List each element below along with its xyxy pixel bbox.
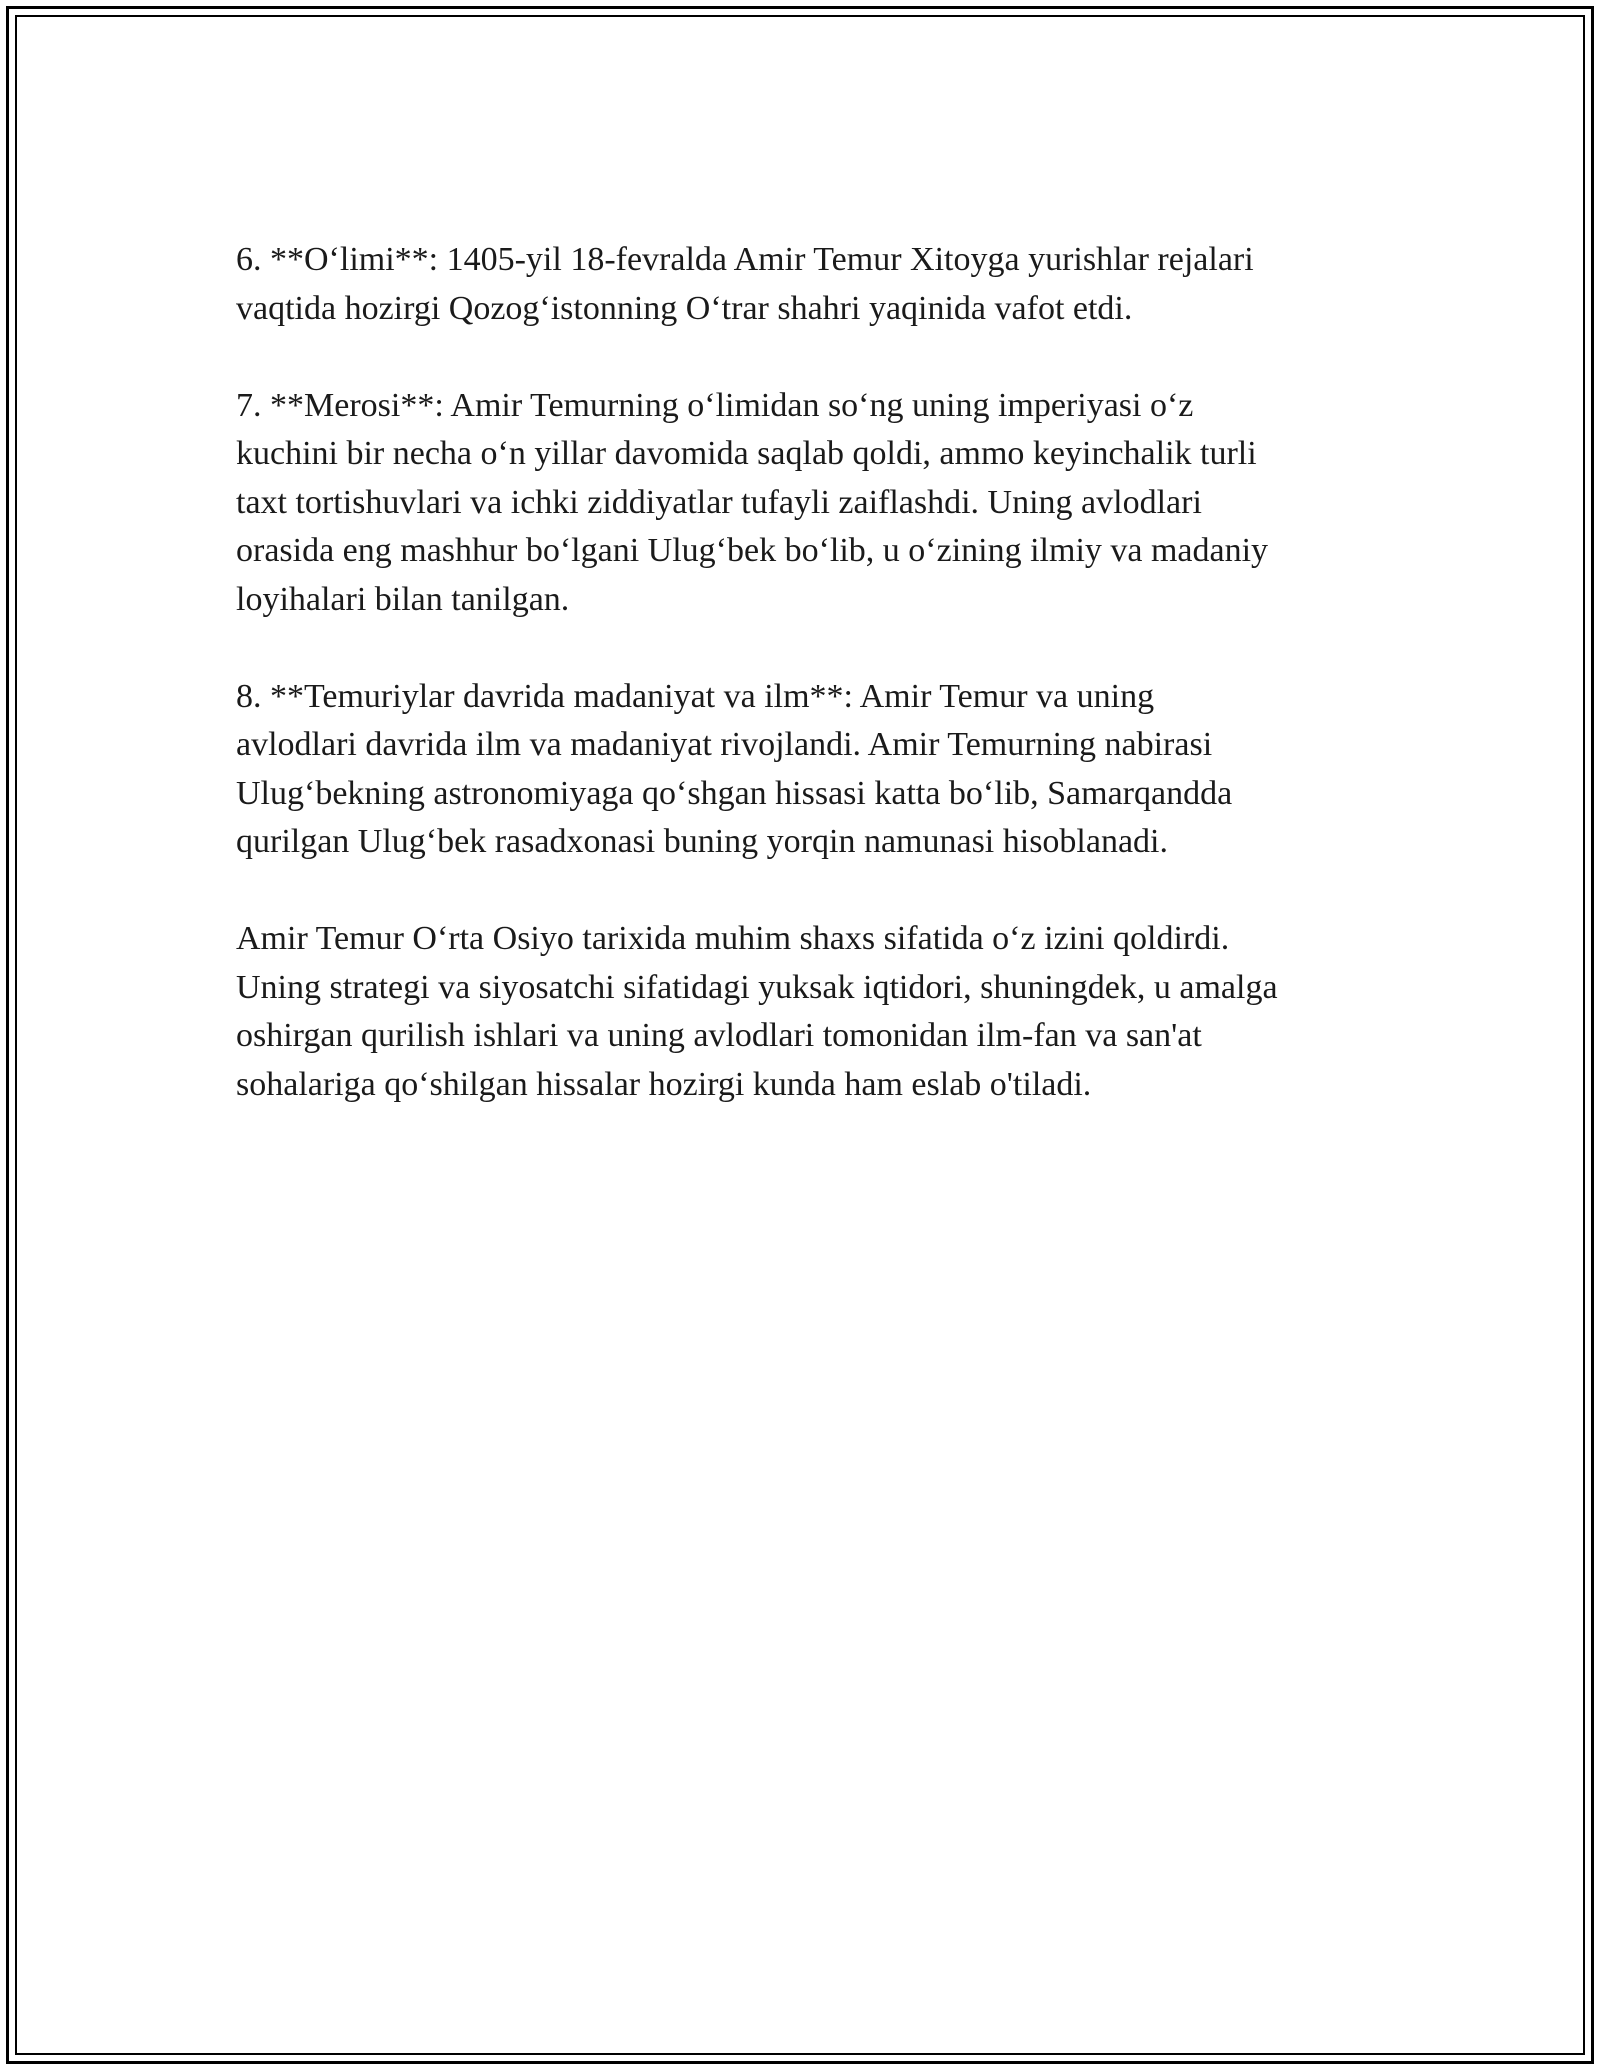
paragraph-culture-science: 8. **Temuriylar davrida madaniyat va ilm**: Amir Temur va uning avlodlari davrida ilm va madaniyat rivojlandi. Amir Temurning nabirasi Ulug‘bekning astronomiyaga qo‘shgan hissasi katta bo‘lib, Samarqandda qurilgan Ulug‘bek rasadxonasi buning yorqin namunasi hisoblanadi. — [236, 677, 1233, 860]
document-body — [236, 236, 1376, 1158]
paragraph-legacy: 7. **Merosi**: Amir Temurning o‘limidan so‘ng uning imperiyasi o‘z kuchini bir necha o‘n yillar davomida saqlab qoldi, ammo keyinchalik turli taxt tortishuvlari va ichki ziddiyatlar tufayli zaiflashdi. Uning avlodlari orasida eng mashhur bo‘lgani Ulug‘bek bo‘lib, u o‘zining ilmiy va madaniy loyihalari bilan tanilgan. — [236, 386, 1269, 618]
paragraph-conclusion: Amir Temur O‘rta Osiyo tarixida muhim shaxs sifatida o‘z izini qoldirdi. Uning strategi va siyosatchi sifatidagi yuksak iqtidori, shuningdek, u amalga oshirgan qurilish ishlari va uning avlodlari tomonidan ilm-fan va san'at sohalariga qo‘shilgan hissalar hozirgi kunda ham eslab o'tiladi. — [236, 920, 1278, 1103]
paragraph-death: 6. **O‘limi**: 1405-yil 18-fevralda Amir Temur Xitoyga yurishlar rejalari vaqtida hozirgi Qozog‘istonning O‘trar shahri yaqinida vafot etdi. — [236, 241, 1254, 327]
